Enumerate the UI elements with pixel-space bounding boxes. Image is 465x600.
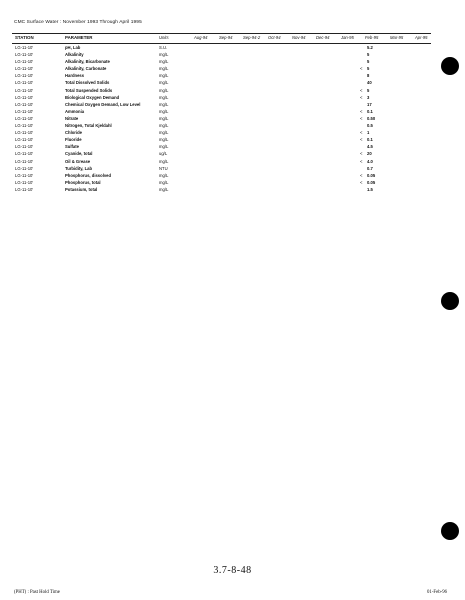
table-row	[12, 80, 431, 87]
header-units: Units	[159, 35, 169, 40]
cell-value-feb95: 5	[367, 52, 370, 58]
cell-station: LG-11-10'	[15, 73, 34, 79]
cell-value-feb95: 0.50	[367, 115, 376, 121]
cell-value-feb95: 5	[367, 87, 370, 93]
table-row	[12, 66, 431, 73]
cell-units: mg/L	[159, 137, 169, 143]
binder-hole-top	[441, 57, 459, 75]
cell-units: mg/L	[159, 80, 169, 86]
cell-units: mg/L	[159, 186, 169, 192]
cell-units: mg/L	[159, 115, 169, 121]
table-row	[12, 116, 431, 123]
header-parameter: PARAMETER	[65, 35, 93, 40]
cell-units: ug/L	[159, 151, 168, 157]
cell-parameter: Ammonia	[65, 108, 85, 114]
footer-note: (PHT) : Past Hold Time	[14, 590, 60, 595]
cell-units: mg/L	[159, 94, 169, 100]
header-month: Oct-94	[268, 35, 281, 40]
cell-value-feb95: 0.5	[367, 123, 373, 129]
cell-value-feb95: 5	[367, 66, 370, 72]
cell-value-feb95: 0.1	[367, 108, 373, 114]
cell-qualifier: <	[360, 130, 363, 136]
table-row	[12, 123, 431, 130]
cell-parameter: Total Dissolved Solids	[65, 80, 110, 86]
cell-parameter: Nitrogen, Total Kjeldahl	[65, 123, 112, 129]
cell-value-feb95: 0.05	[367, 172, 376, 178]
cell-station: LG-11-10'	[15, 165, 34, 171]
cell-parameter: Oil & Grease	[65, 158, 91, 164]
header-month: Dec-94	[316, 35, 330, 40]
header-month: Sep-94	[219, 35, 233, 40]
table-row	[12, 130, 431, 137]
cell-station: LG-11-10'	[15, 186, 34, 192]
table-row	[12, 52, 431, 59]
cell-units: mg/L	[159, 87, 169, 93]
header-month: Nov-94	[292, 35, 306, 40]
cell-units: mg/L	[159, 73, 169, 79]
table-row	[12, 173, 431, 180]
cell-parameter: Chemical Oxygen Demand, Low Level	[65, 101, 141, 107]
table-row	[12, 187, 431, 194]
cell-qualifier: <	[360, 172, 363, 178]
table-header	[12, 33, 431, 44]
cell-units: mg/L	[159, 52, 169, 58]
cell-parameter: pH, Lab	[65, 45, 81, 50]
binder-hole-bottom	[441, 522, 459, 540]
table-row	[12, 166, 431, 173]
cell-station: LG-11-10'	[15, 101, 34, 107]
cell-units: mg/L	[159, 179, 169, 185]
cell-value-feb95: 5	[367, 59, 370, 65]
cell-parameter: Biological Oxygen Demand	[65, 94, 120, 100]
cell-parameter: Potassium, total	[65, 186, 98, 192]
header-station: STATION	[15, 35, 34, 40]
header-month: Feb-95	[365, 35, 379, 40]
cell-station: LG-11-10'	[15, 115, 34, 121]
cell-parameter: Cyanide, total	[65, 151, 93, 157]
cell-station: LG-11-10'	[15, 137, 34, 143]
cell-qualifier: <	[360, 151, 363, 157]
cell-station: LG-11-10'	[15, 144, 34, 150]
cell-parameter: Hardness	[65, 73, 85, 79]
cell-value-feb95: 4.5	[367, 144, 373, 150]
table-row	[12, 59, 431, 66]
cell-station: LG-11-10'	[15, 172, 34, 178]
header-month: Aug-94	[194, 35, 208, 40]
cell-station: LG-11-10'	[15, 179, 34, 185]
header-month: Mar-95	[390, 35, 404, 40]
cell-station: LG-11-10'	[15, 59, 34, 65]
cell-station: LG-11-10'	[15, 123, 34, 129]
cell-units: mg/L	[159, 130, 169, 136]
cell-qualifier: <	[360, 108, 363, 114]
cell-value-feb95: 8	[367, 73, 370, 79]
cell-value-feb95: 5.2	[367, 45, 373, 50]
cell-parameter: Alkalinity, Carbonate	[65, 66, 107, 72]
cell-station: LG-11-10'	[15, 87, 34, 93]
table-row	[12, 109, 431, 116]
cell-parameter: Sulfate	[65, 144, 79, 150]
cell-value-feb95: 0.05	[367, 179, 376, 185]
cell-qualifier: <	[360, 115, 363, 121]
cell-station: LG-11-10'	[15, 52, 34, 58]
table-row	[12, 180, 431, 187]
footer-date: 01-Feb-96	[427, 590, 447, 595]
cell-station: LG-11-10'	[15, 80, 34, 86]
cell-qualifier: <	[360, 66, 363, 72]
cell-value-feb95: 3	[367, 94, 370, 100]
cell-station: LG-11-10'	[15, 45, 34, 50]
cell-units: S.U.	[159, 45, 168, 50]
table-row	[12, 137, 431, 144]
cell-station: LG-11-10'	[15, 94, 34, 100]
binder-hole-middle	[441, 292, 459, 310]
cell-qualifier: <	[360, 94, 363, 100]
cell-units: mg/L	[159, 108, 169, 114]
table-row	[12, 102, 431, 109]
document-title: CMC Surface Water : November 1993 Through April 1995	[14, 20, 142, 25]
cell-station: LG-11-10'	[15, 158, 34, 164]
cell-value-feb95: 20	[367, 151, 372, 157]
cell-qualifier: <	[360, 137, 363, 143]
cell-value-feb95: 17	[367, 101, 372, 107]
table-row	[12, 151, 431, 158]
header-month: Apr-95	[415, 35, 428, 40]
header-month: Sep-94-2	[243, 35, 261, 40]
cell-qualifier: <	[360, 158, 363, 164]
cell-units: mg/L	[159, 144, 169, 150]
table-row	[12, 144, 431, 151]
cell-qualifier: <	[360, 179, 363, 185]
cell-parameter: Total Suspended Solids	[65, 87, 113, 93]
cell-units: mg/L	[159, 172, 169, 178]
cell-units: mg/L	[159, 123, 169, 129]
cell-units: mg/L	[159, 66, 169, 72]
cell-parameter: Fluoride	[65, 137, 82, 143]
header-month: Jan-95	[341, 35, 354, 40]
cell-value-feb95: 0.7	[367, 165, 373, 171]
cell-station: LG-11-10'	[15, 108, 34, 114]
cell-value-feb95: 40	[367, 80, 372, 86]
cell-value-feb95: 4.0	[367, 158, 373, 164]
table-body	[12, 45, 431, 194]
cell-units: mg/L	[159, 101, 169, 107]
page-number: 3.7-8-48	[213, 565, 252, 576]
cell-station: LG-11-10'	[15, 151, 34, 157]
cell-value-feb95: 0.1	[367, 137, 373, 143]
cell-parameter: Alkalinity	[65, 52, 84, 58]
table-row	[12, 73, 431, 80]
table-row	[12, 95, 431, 102]
cell-value-feb95: 1	[367, 130, 370, 136]
cell-qualifier: <	[360, 87, 363, 93]
cell-parameter: Alkalinity, Bicarbonate	[65, 59, 110, 65]
cell-units: mg/L	[159, 158, 169, 164]
table-row	[12, 88, 431, 95]
cell-parameter: Turbidity, Lab	[65, 165, 93, 171]
cell-parameter: Chloride	[65, 130, 82, 136]
cell-units: mg/L	[159, 59, 169, 65]
cell-parameter: Phosphorus, total	[65, 179, 101, 185]
cell-units: NTU	[159, 165, 168, 171]
cell-parameter: Phosphorus, dissolved	[65, 172, 112, 178]
cell-parameter: Nitrate	[65, 115, 79, 121]
table-row	[12, 45, 431, 52]
cell-station: LG-11-10'	[15, 130, 34, 136]
cell-value-feb95: 1.5	[367, 186, 373, 192]
cell-station: LG-11-10'	[15, 66, 34, 72]
table-row	[12, 159, 431, 166]
